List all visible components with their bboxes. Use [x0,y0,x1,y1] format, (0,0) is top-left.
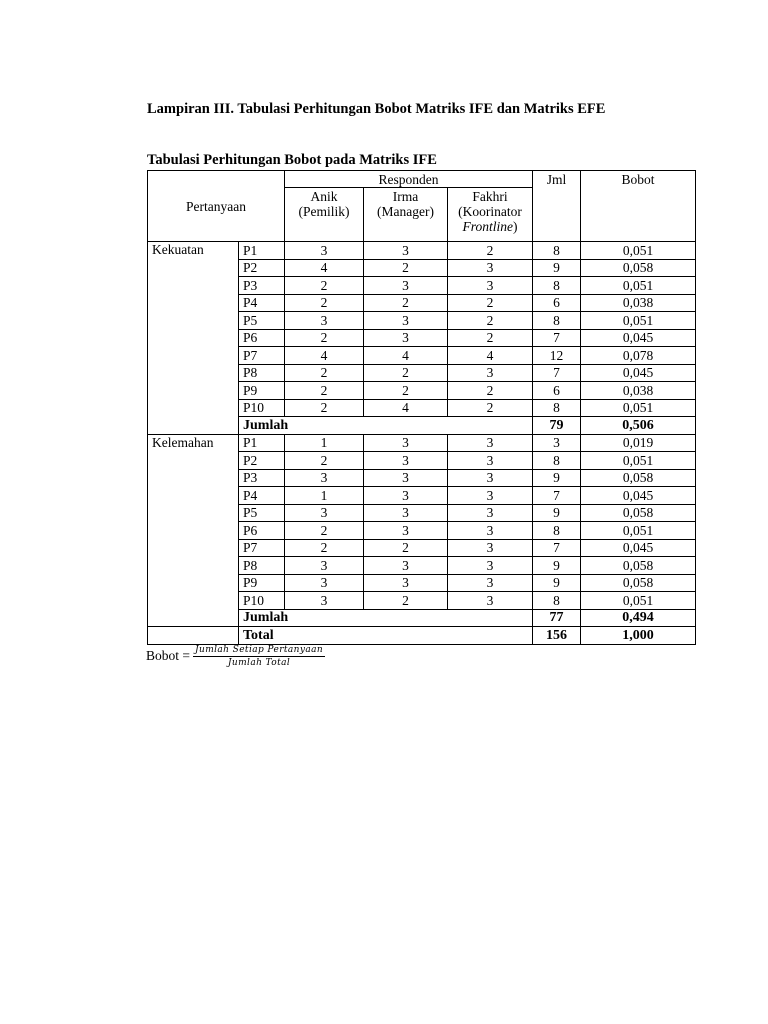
anik-score: 2 [285,452,364,470]
jml-value: 9 [533,504,581,522]
fakhri-score: 2 [448,242,533,260]
jumlah-label: Jumlah [239,417,533,435]
jumlah-bobot: 0,506 [581,417,696,435]
irma-score: 3 [364,452,448,470]
fakhri-score: 3 [448,364,533,382]
fakhri-role-frontline: Frontline [462,219,514,234]
jml-value: 8 [533,592,581,610]
anik-score: 1 [285,434,364,452]
jml-value: 9 [533,469,581,487]
bobot-value: 0,038 [581,382,696,400]
bobot-header-spacer [581,188,696,242]
irma-score: 3 [364,277,448,295]
irma-header [364,188,448,242]
irma-score: 3 [364,312,448,330]
anik-score: 1 [285,487,364,505]
responden-header: Responden [285,171,533,188]
bobot-header: Bobot [581,171,696,188]
bobot-value: 0,051 [581,312,696,330]
question-id: P3 [239,469,285,487]
anik-score: 4 [285,347,364,365]
table-title: Tabulasi Perhitungan Bobot pada Matriks IFE [147,152,437,168]
anik-score: 3 [285,557,364,575]
anik-score: 3 [285,504,364,522]
kelemahan-label: Kelemahan [148,434,239,627]
irma-score: 2 [364,259,448,277]
anik-score: 3 [285,574,364,592]
question-id: P6 [239,329,285,347]
bobot-formula [146,639,325,673]
question-id: P10 [239,592,285,610]
irma-score: 3 [364,329,448,347]
fakhri-score: 3 [448,452,533,470]
page-title: Lampiran III. Tabulasi Perhitungan Bobot Matriks IFE dan Matriks EFE [147,101,606,117]
anik-score: 3 [285,469,364,487]
formula-fraction [193,645,325,668]
anik-score: 2 [285,539,364,557]
fakhri-role-line2 [452,219,528,234]
irma-score: 2 [364,592,448,610]
irma-score: 2 [364,539,448,557]
anik-score: 2 [285,382,364,400]
jml-value: 6 [533,382,581,400]
kekuatan-row [148,242,696,260]
anik-score: 3 [285,312,364,330]
question-id: P3 [239,277,285,295]
bobot-value: 0,058 [581,504,696,522]
bobot-value: 0,045 [581,487,696,505]
irma-score: 2 [364,382,448,400]
fakhri-score: 4 [448,347,533,365]
fakhri-score: 2 [448,294,533,312]
bobot-value: 0,038 [581,294,696,312]
bobot-value: 0,045 [581,364,696,382]
question-id: P2 [239,259,285,277]
jml-value: 3 [533,434,581,452]
kekuatan-label: Kekuatan [148,242,239,435]
question-id: P8 [239,557,285,575]
question-id: P6 [239,522,285,540]
fakhri-score: 3 [448,469,533,487]
question-id: P9 [239,382,285,400]
anik-header [285,188,364,242]
irma-score: 4 [364,347,448,365]
fakhri-score: 3 [448,539,533,557]
jml-value: 8 [533,522,581,540]
fakhri-header [448,188,533,242]
fakhri-score: 3 [448,592,533,610]
fakhri-score: 3 [448,434,533,452]
anik-score: 2 [285,364,364,382]
fakhri-name: Fakhri [472,189,508,204]
irma-score: 2 [364,364,448,382]
jml-header-spacer [533,188,581,242]
question-id: P7 [239,539,285,557]
anik-score: 2 [285,329,364,347]
irma-name: Irma [392,189,419,204]
bobot-value: 0,058 [581,469,696,487]
anik-score: 4 [285,259,364,277]
fakhri-score: 2 [448,399,533,417]
header-row-1 [148,171,696,188]
anik-score: 3 [285,592,364,610]
jml-value: 7 [533,487,581,505]
irma-role: (Manager) [377,204,434,219]
jml-value: 7 [533,539,581,557]
jml-value: 8 [533,277,581,295]
irma-score: 4 [364,399,448,417]
question-id: P1 [239,434,285,452]
anik-score: 3 [285,242,364,260]
question-id: P4 [239,487,285,505]
irma-score: 3 [364,574,448,592]
question-id: P7 [239,347,285,365]
fakhri-score: 3 [448,574,533,592]
question-id: P1 [239,242,285,260]
question-id: P5 [239,504,285,522]
bobot-value: 0,051 [581,452,696,470]
bobot-value: 0,019 [581,434,696,452]
formula-denominator: Jumlah Total [227,657,291,668]
fakhri-role-line1: (Koorinator [458,204,522,219]
bobot-value: 0,058 [581,557,696,575]
kelemahan-row [148,434,696,452]
anik-role: (Pemilik) [298,204,350,219]
pertanyaan-header: Pertanyaan [148,171,285,242]
total-label: Total [239,627,533,645]
fakhri-score: 3 [448,522,533,540]
irma-score: 2 [364,294,448,312]
jml-value: 9 [533,557,581,575]
jml-value: 7 [533,364,581,382]
question-id: P8 [239,364,285,382]
total-bobot: 1,000 [581,627,696,645]
bobot-value: 0,045 [581,539,696,557]
anik-score: 2 [285,522,364,540]
jml-value: 8 [533,399,581,417]
bobot-value: 0,058 [581,259,696,277]
fakhri-score: 2 [448,329,533,347]
jml-header: Jml [533,171,581,188]
bobot-value: 0,051 [581,522,696,540]
question-id: P9 [239,574,285,592]
bobot-value: 0,058 [581,574,696,592]
jumlah-jml: 77 [533,609,581,627]
fakhri-score: 3 [448,557,533,575]
anik-score: 2 [285,399,364,417]
irma-score: 3 [364,504,448,522]
irma-score: 3 [364,487,448,505]
question-id: P5 [239,312,285,330]
anik-score: 2 [285,294,364,312]
question-id: P4 [239,294,285,312]
fakhri-score: 2 [448,382,533,400]
anik-name: Anik [310,189,338,204]
irma-score: 3 [364,242,448,260]
question-id: P2 [239,452,285,470]
irma-score: 3 [364,522,448,540]
bobot-value: 0,051 [581,242,696,260]
jml-value: 7 [533,329,581,347]
anik-score: 2 [285,277,364,295]
jumlah-jml: 79 [533,417,581,435]
irma-score: 3 [364,434,448,452]
irma-score: 3 [364,469,448,487]
jml-value: 9 [533,259,581,277]
fakhri-score: 3 [448,487,533,505]
formula-lhs: Bobot = [146,648,190,663]
bobot-value: 0,078 [581,347,696,365]
bobot-value: 0,045 [581,329,696,347]
jml-value: 8 [533,312,581,330]
jml-value: 8 [533,242,581,260]
total-jml: 156 [533,627,581,645]
jumlah-bobot: 0,494 [581,609,696,627]
bobot-value: 0,051 [581,399,696,417]
fakhri-score: 2 [448,312,533,330]
bobot-value: 0,051 [581,592,696,610]
bobot-value: 0,051 [581,277,696,295]
jml-value: 8 [533,452,581,470]
irma-score: 3 [364,557,448,575]
jml-value: 6 [533,294,581,312]
jumlah-label: Jumlah [239,609,533,627]
fakhri-score: 3 [448,504,533,522]
fakhri-score: 3 [448,277,533,295]
fakhri-score: 3 [448,259,533,277]
jml-value: 9 [533,574,581,592]
question-id: P10 [239,399,285,417]
jml-value: 12 [533,347,581,365]
ife-weight-table [147,170,696,645]
formula-numerator: Jumlah Setiap Pertanyaan [195,644,324,655]
fakhri-role-close: ) [513,219,518,234]
